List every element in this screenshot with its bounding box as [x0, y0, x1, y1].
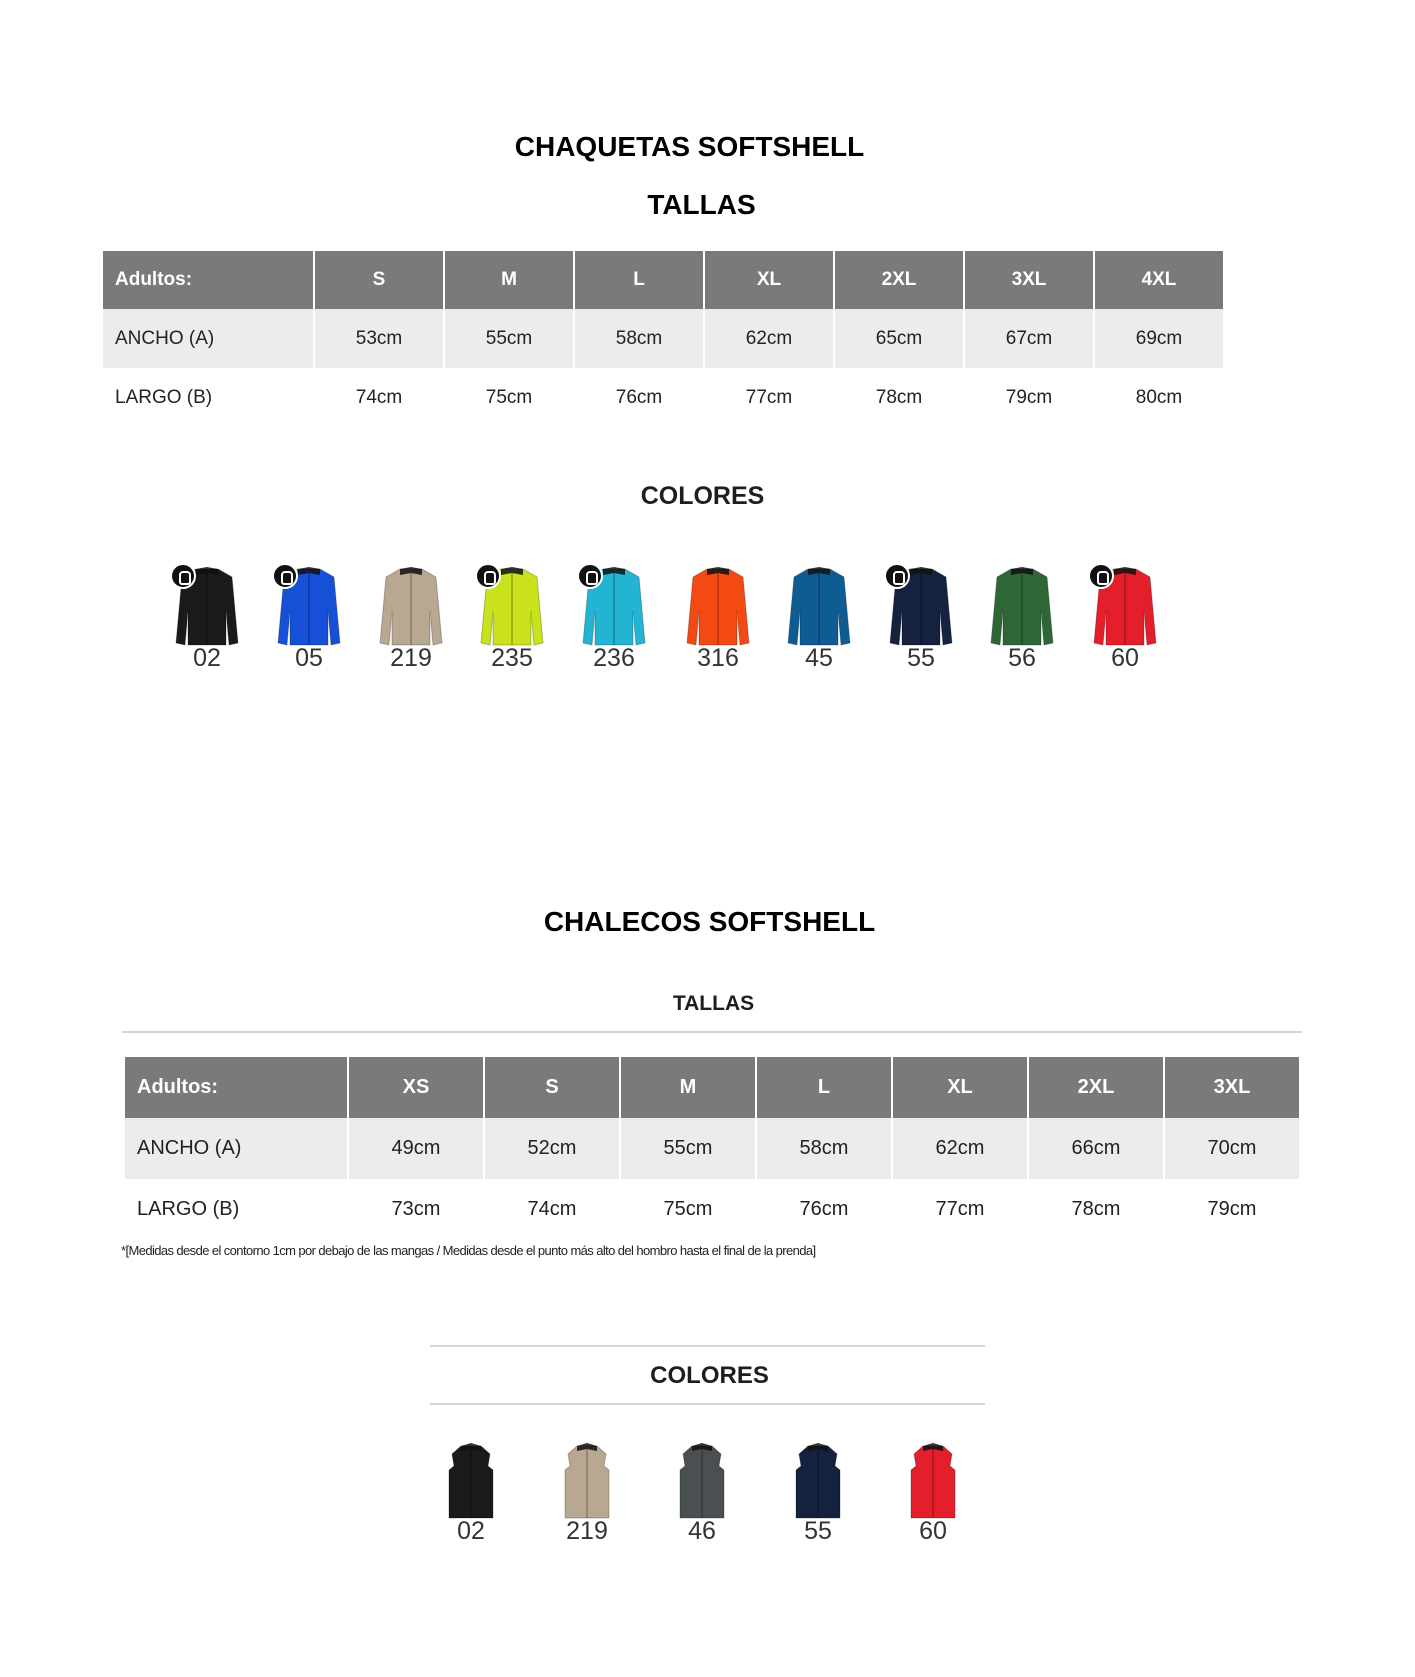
color-code: 55 — [907, 644, 935, 672]
table-cell: 74cm — [527, 1198, 577, 1220]
size-header-cell: XL — [893, 1057, 1027, 1118]
table-cell: 66cm — [1029, 1118, 1163, 1179]
table-cell: 58cm — [575, 309, 703, 368]
badge-icon — [884, 563, 910, 589]
jackets-size-table — [101, 251, 1225, 427]
vests-sizes-title: TALLAS — [672, 992, 755, 1015]
table-cell: 67cm — [965, 309, 1093, 368]
row-label: ANCHO (A) — [125, 1118, 347, 1179]
table-cell: 62cm — [893, 1118, 1027, 1179]
color-swatch — [876, 563, 966, 671]
size-header-cell: 3XL — [1165, 1057, 1299, 1118]
color-swatch — [264, 563, 354, 671]
divider — [430, 1403, 985, 1405]
color-swatch — [657, 1440, 747, 1544]
row-label: ANCHO (A) — [103, 309, 313, 368]
table-cell: 69cm — [1095, 309, 1223, 368]
row-label: LARGO (B) — [137, 1198, 240, 1220]
size-header-cell: L — [575, 251, 703, 309]
color-swatch — [888, 1440, 978, 1544]
length-row — [125, 1179, 1299, 1240]
color-code: 02 — [457, 1517, 485, 1545]
table-cell: 53cm — [315, 309, 443, 368]
color-code: 02 — [193, 644, 221, 672]
color-code: 60 — [1111, 644, 1139, 672]
vest-image — [677, 1440, 727, 1522]
table-cell: 52cm — [485, 1118, 619, 1179]
size-header-cell: S — [485, 1057, 619, 1118]
vest-image — [446, 1440, 496, 1522]
color-code: 46 — [688, 1517, 716, 1545]
divider — [430, 1345, 985, 1347]
table-cell: 58cm — [757, 1118, 891, 1179]
jackets-colors-title: COLORES — [640, 482, 765, 510]
color-swatch — [774, 563, 864, 671]
size-header-row — [103, 251, 1223, 309]
jackets-sizes-title: TALLAS — [647, 189, 756, 220]
jacket-image — [989, 563, 1055, 649]
table-cell: 77cm — [745, 386, 793, 408]
size-header-label: Adultos: — [125, 1057, 347, 1118]
table-cell: 75cm — [485, 386, 533, 408]
width-row — [103, 309, 1223, 368]
color-code: 05 — [295, 644, 323, 672]
color-code: 55 — [804, 1517, 832, 1545]
color-swatch — [977, 563, 1067, 671]
table-cell: 79cm — [1005, 386, 1053, 408]
table-cell: 78cm — [875, 386, 923, 408]
vests-size-table — [123, 1057, 1301, 1240]
size-header-cell: XS — [349, 1057, 483, 1118]
size-header-cell: L — [757, 1057, 891, 1118]
vests-title: CHALECOS SOFTSHELL — [543, 906, 876, 937]
badge-icon — [475, 563, 501, 589]
size-header-cell: 3XL — [965, 251, 1093, 309]
table-cell: 78cm — [1071, 1198, 1121, 1220]
table-cell: 80cm — [1135, 386, 1183, 408]
table-cell: 70cm — [1165, 1118, 1299, 1179]
jacket-image — [378, 563, 444, 649]
color-swatch — [1080, 563, 1170, 671]
color-code: 236 — [593, 644, 635, 672]
vest-image — [908, 1440, 958, 1522]
badge-icon — [577, 563, 603, 589]
color-code: 219 — [390, 644, 432, 672]
color-code: 219 — [566, 1517, 608, 1545]
measurement-note: *[Medidas desde el contorno 1cm por debajo de las mangas / Medidas desde el punto más alto del hombro hasta el final de la prenda] — [121, 1243, 816, 1258]
size-header-label: Adultos: — [103, 251, 313, 309]
table-cell: 73cm — [391, 1198, 441, 1220]
color-code: 235 — [491, 644, 533, 672]
length-row — [103, 368, 1223, 427]
color-swatch — [673, 563, 763, 671]
color-swatch — [366, 563, 456, 671]
vest-image — [793, 1440, 843, 1522]
size-header-cell: XL — [705, 251, 833, 309]
size-header-cell: 2XL — [835, 251, 963, 309]
size-header-cell: 4XL — [1095, 251, 1223, 309]
divider — [122, 1031, 1302, 1033]
row-label: LARGO (B) — [115, 386, 213, 408]
vest-image — [562, 1440, 612, 1522]
color-code: 60 — [919, 1517, 947, 1545]
color-swatch — [426, 1440, 516, 1544]
color-code: 316 — [697, 644, 739, 672]
color-swatch — [569, 563, 659, 671]
table-cell: 62cm — [705, 309, 833, 368]
size-header-cell: M — [445, 251, 573, 309]
size-header-row — [125, 1057, 1299, 1118]
badge-icon — [1088, 563, 1114, 589]
size-header-cell: 2XL — [1029, 1057, 1163, 1118]
size-header-cell: M — [621, 1057, 755, 1118]
table-cell: 65cm — [835, 309, 963, 368]
table-cell: 75cm — [663, 1198, 713, 1220]
table-cell: 55cm — [621, 1118, 755, 1179]
table-cell: 76cm — [615, 386, 663, 408]
badge-icon — [272, 563, 298, 589]
table-cell: 74cm — [355, 386, 403, 408]
color-swatch — [542, 1440, 632, 1544]
color-swatch — [773, 1440, 863, 1544]
vests-colors-title: COLORES — [650, 1362, 769, 1389]
width-row — [125, 1118, 1299, 1179]
color-code: 45 — [805, 644, 833, 672]
jacket-image — [786, 563, 852, 649]
table-cell: 49cm — [349, 1118, 483, 1179]
badge-icon — [170, 563, 196, 589]
jacket-image — [685, 563, 751, 649]
color-swatch — [467, 563, 557, 671]
table-cell: 79cm — [1207, 1198, 1257, 1220]
table-cell: 77cm — [935, 1198, 985, 1220]
color-swatch — [162, 563, 252, 671]
table-cell: 76cm — [799, 1198, 849, 1220]
table-cell: 55cm — [445, 309, 573, 368]
size-header-cell: S — [315, 251, 443, 309]
color-code: 56 — [1008, 644, 1036, 672]
jackets-title: CHAQUETAS SOFTSHELL — [514, 131, 865, 162]
